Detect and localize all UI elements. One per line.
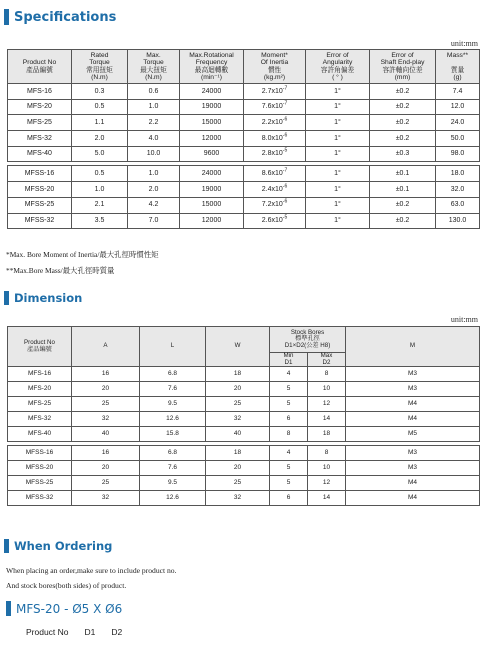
note-moment-of-inertia: *Max. Bore Moment of Inertia/最大孔徑時慣性矩	[6, 250, 159, 259]
table-row	[8, 115, 480, 131]
table-cell: ±0.2	[370, 197, 436, 213]
table-cell: 1°	[306, 166, 370, 182]
moment-of-inertia-cell: $7.6x10^{-7}$	[244, 99, 306, 115]
table-cell: 18	[206, 446, 270, 461]
table-cell: 12.6	[140, 491, 206, 506]
table-cell: 8	[308, 446, 346, 461]
table-cell: M5	[346, 427, 480, 442]
table-cell: MFSS-20	[8, 461, 72, 476]
table-cell: 1°	[306, 213, 370, 229]
table-cell: 2.0	[128, 182, 180, 198]
table-cell: 32.0	[436, 182, 480, 198]
spec-header-col-5: Error of Angularity 容許角偏差 ( ° )	[306, 50, 370, 84]
table-cell: ±0.2	[370, 115, 436, 131]
table-cell: ±0.3	[370, 146, 436, 162]
ordering-title-text: When Ordering	[14, 539, 113, 553]
dim-header-a: A	[72, 327, 140, 367]
table-row	[8, 461, 480, 476]
table-cell: MFS-25	[8, 397, 72, 412]
table-cell: 9.5	[140, 397, 206, 412]
table-row	[8, 146, 480, 162]
spec-header-col-1: Rated Torque 常用扭矩 (N.m)	[72, 50, 128, 84]
spec-unit-label: unit:mm	[450, 39, 478, 48]
table-cell: MFS-25	[8, 115, 72, 131]
table-cell: 2.1	[72, 197, 128, 213]
table-cell: 8	[270, 427, 308, 442]
table-cell: 1°	[306, 99, 370, 115]
table-cell: ±0.1	[370, 182, 436, 198]
table-cell: 5	[270, 382, 308, 397]
table-cell: 5	[270, 476, 308, 491]
table-cell: 1°	[306, 197, 370, 213]
note-mass: **Max.Bore Mass/最大孔徑時質量	[6, 266, 115, 275]
table-cell: 1°	[306, 131, 370, 147]
dim-header-l: L	[140, 327, 206, 367]
table-cell: MFSS-16	[8, 166, 72, 182]
moment-of-inertia-cell: $8.0x10^{-6}$	[244, 131, 306, 147]
table-cell: 18.0	[436, 166, 480, 182]
table-cell: M4	[346, 412, 480, 427]
table-cell: 1.1	[72, 115, 128, 131]
moment-of-inertia-cell: $7.2x10^{-6}$	[244, 197, 306, 213]
dimension-title-text: Dimension	[14, 291, 83, 305]
table-cell: 15000	[180, 197, 244, 213]
table-cell: 0.5	[72, 99, 128, 115]
table-cell: 1.0	[128, 99, 180, 115]
dim-header-stock-bores: Stock Bores 標準孔徑 D1×D2(公差 H8)	[270, 327, 346, 353]
table-cell: 10	[308, 461, 346, 476]
order-code-labels	[26, 627, 138, 637]
table-cell: 4	[270, 446, 308, 461]
table-cell: 32	[72, 491, 140, 506]
specifications-table	[7, 49, 480, 229]
table-cell: 15.8	[140, 427, 206, 442]
table-cell: 16	[72, 367, 140, 382]
table-cell: 32	[206, 412, 270, 427]
moment-of-inertia-cell: $2.6x10^{-5}$	[244, 213, 306, 229]
table-cell: 7.4	[436, 84, 480, 100]
table-cell: 8	[308, 367, 346, 382]
table-cell: 98.0	[436, 146, 480, 162]
table-cell: 1°	[306, 84, 370, 100]
dim-header-min: Min D1	[270, 353, 308, 367]
table-cell: 1.0	[128, 166, 180, 182]
table-cell: 7.6	[140, 461, 206, 476]
table-cell: 40	[72, 427, 140, 442]
table-row	[8, 84, 480, 100]
table-cell: M3	[346, 382, 480, 397]
table-cell: 9.5	[140, 476, 206, 491]
table-cell: 4.0	[128, 131, 180, 147]
table-cell: 130.0	[436, 213, 480, 229]
dimension-unit-label: unit:mm	[450, 315, 478, 324]
table-row	[8, 166, 480, 182]
table-cell: 19000	[180, 99, 244, 115]
label-product-no: Product No	[26, 627, 69, 637]
table-cell: 2.2	[128, 115, 180, 131]
table-cell: 25	[72, 476, 140, 491]
table-row	[8, 213, 480, 229]
title-bar-marker	[4, 539, 9, 553]
table-cell: 25	[206, 476, 270, 491]
table-cell: MFS-40	[8, 146, 72, 162]
order-code-text: MFS-20 - Ø5 X Ø6	[16, 601, 123, 616]
table-cell: MFS-32	[8, 131, 72, 147]
spec-header-col-6: Error of Shaft End-play 容許軸向位差 (mm)	[370, 50, 436, 84]
table-cell: 15000	[180, 115, 244, 131]
table-cell: 14	[308, 412, 346, 427]
table-cell: 12	[308, 397, 346, 412]
table-cell: M3	[346, 446, 480, 461]
table-cell: 6	[270, 491, 308, 506]
table-cell: 19000	[180, 182, 244, 198]
table-cell: ±0.2	[370, 84, 436, 100]
table-cell: 10.0	[128, 146, 180, 162]
table-cell: 0.3	[72, 84, 128, 100]
table-cell: 3.5	[72, 213, 128, 229]
table-cell: 5.0	[72, 146, 128, 162]
table-cell: ±0.2	[370, 131, 436, 147]
table-cell: ±0.2	[370, 213, 436, 229]
label-d1: D1	[84, 627, 96, 637]
ordering-title	[4, 539, 112, 553]
table-cell: MFSS-32	[8, 491, 72, 506]
table-cell: 0.6	[128, 84, 180, 100]
table-cell: M4	[346, 397, 480, 412]
table-cell: 18	[308, 427, 346, 442]
table-cell: 20	[72, 382, 140, 397]
ordering-instructions	[6, 563, 177, 593]
dim-header-w: W	[206, 327, 270, 367]
table-cell: 6.8	[140, 367, 206, 382]
table-row	[8, 182, 480, 198]
table-row	[8, 382, 480, 397]
table-cell: M3	[346, 461, 480, 476]
table-cell: ±0.2	[370, 99, 436, 115]
table-cell: M4	[346, 476, 480, 491]
table-row	[8, 427, 480, 442]
table-cell: 6	[270, 412, 308, 427]
dimension-title	[4, 291, 82, 305]
table-cell: 63.0	[436, 197, 480, 213]
table-cell: 12000	[180, 131, 244, 147]
table-cell: 50.0	[436, 131, 480, 147]
table-cell: 4	[270, 367, 308, 382]
code-bar-marker	[6, 601, 11, 616]
table-cell: 7.6	[140, 382, 206, 397]
table-cell: MFS-40	[8, 427, 72, 442]
dim-header-max: Max D2	[308, 353, 346, 367]
table-row	[8, 397, 480, 412]
table-cell: 24000	[180, 84, 244, 100]
table-row	[8, 476, 480, 491]
table-cell: MFS-16	[8, 367, 72, 382]
table-row	[8, 131, 480, 147]
table-cell: 2.0	[72, 131, 128, 147]
title-bar-marker	[4, 291, 9, 305]
specifications-title-text: Specifications	[14, 9, 117, 25]
table-cell: MFS-16	[8, 84, 72, 100]
table-cell: 9600	[180, 146, 244, 162]
table-cell: 32	[72, 412, 140, 427]
table-cell: 1°	[306, 146, 370, 162]
spec-header-col-0: Product No 產品編號	[8, 50, 72, 84]
table-cell: MFSS-25	[8, 197, 72, 213]
table-cell: MFSS-25	[8, 476, 72, 491]
table-cell: 25	[72, 397, 140, 412]
ordering-line-1: When placing an order,make sure to include product no.	[6, 566, 177, 575]
table-cell: 1°	[306, 115, 370, 131]
table-cell: 16	[72, 446, 140, 461]
table-cell: 20	[72, 461, 140, 476]
moment-of-inertia-cell: $2.2x10^{-6}$	[244, 115, 306, 131]
spec-header-col-3: Max.Rotational Frequency 最高迴轉數 (min⁻¹)	[180, 50, 244, 84]
table-cell: 7.0	[128, 213, 180, 229]
spec-header-col-7: Mass** 質量 (g)	[436, 50, 480, 84]
table-cell: 40	[206, 427, 270, 442]
table-cell: 24000	[180, 166, 244, 182]
table-cell: ±0.1	[370, 166, 436, 182]
table-cell: 12000	[180, 213, 244, 229]
table-cell: M3	[346, 367, 480, 382]
table-cell: 12.6	[140, 412, 206, 427]
table-cell: 12	[308, 476, 346, 491]
table-cell: 10	[308, 382, 346, 397]
moment-of-inertia-cell: $8.6x10^{-7}$	[244, 166, 306, 182]
table-row	[8, 99, 480, 115]
table-cell: MFS-32	[8, 412, 72, 427]
dim-header-m: M	[346, 327, 480, 367]
table-cell: MFS-20	[8, 382, 72, 397]
table-row	[8, 491, 480, 506]
table-cell: MFSS-20	[8, 182, 72, 198]
table-cell: 25	[206, 397, 270, 412]
table-cell: 1°	[306, 182, 370, 198]
spec-header-col-2: Max. Torque 最大扭矩 (N.m)	[128, 50, 180, 84]
table-cell: 20	[206, 461, 270, 476]
table-row	[8, 367, 480, 382]
table-cell: M4	[346, 491, 480, 506]
ordering-line-2: And stock bores(both sides) of product.	[6, 581, 127, 590]
table-cell: 5	[270, 397, 308, 412]
table-cell: 24.0	[436, 115, 480, 131]
specifications-title	[4, 9, 116, 25]
table-cell: 6.8	[140, 446, 206, 461]
label-d2: D2	[111, 627, 123, 637]
table-cell: MFSS-16	[8, 446, 72, 461]
table-row	[8, 197, 480, 213]
order-code-example	[6, 601, 122, 616]
table-cell: 18	[206, 367, 270, 382]
table-cell: 20	[206, 382, 270, 397]
title-bar-marker	[4, 9, 9, 25]
table-cell: 12.0	[436, 99, 480, 115]
table-cell: 32	[206, 491, 270, 506]
table-cell: 14	[308, 491, 346, 506]
moment-of-inertia-cell: $2.8x10^{-5}$	[244, 146, 306, 162]
table-cell: MFS-20	[8, 99, 72, 115]
table-cell: MFSS-32	[8, 213, 72, 229]
table-cell: 1.0	[72, 182, 128, 198]
dim-header-product: Product No 產品編號	[8, 327, 72, 367]
table-cell: 0.5	[72, 166, 128, 182]
dimension-table	[7, 326, 480, 506]
moment-of-inertia-cell: $2.4x10^{-6}$	[244, 182, 306, 198]
spec-header-col-4: Moment* Of Inertia 慣性 (kg.m²)	[244, 50, 306, 84]
table-row	[8, 446, 480, 461]
moment-of-inertia-cell: $2.7x10^{-7}$	[244, 84, 306, 100]
table-row	[8, 412, 480, 427]
table-cell: 5	[270, 461, 308, 476]
table-cell: 4.2	[128, 197, 180, 213]
